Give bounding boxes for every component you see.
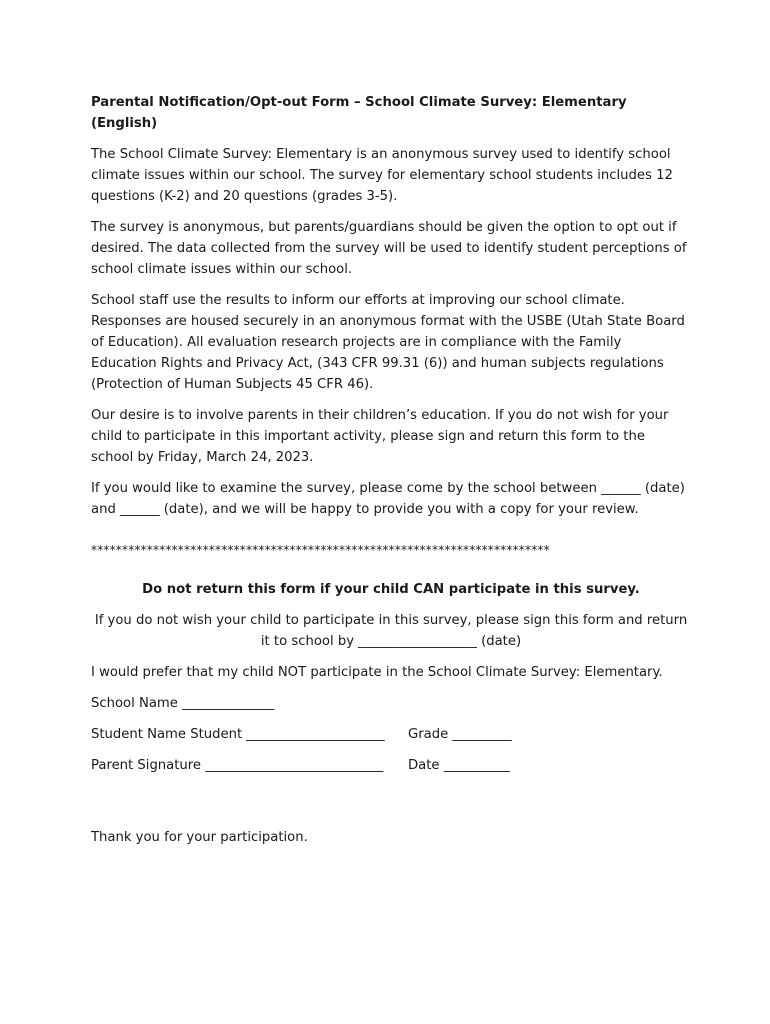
date-field: Date __________ <box>408 758 510 773</box>
school-name-field: School Name ______________ <box>91 696 275 711</box>
anonymity-paragraph: The survey is anonymous, but parents/guardians should be given the option to opt out if desired. The data collected from the survey will be used to identify student perceptions of school climate issues within our school. <box>91 220 687 277</box>
review-paragraph: If you would like to examine the survey, please come by the school between ______ (date) and ______ (date), and we will be happy to provide you with a copy for your review. <box>91 481 685 517</box>
student-row <box>91 724 691 745</box>
student-name-field: Student Name Student _____________________ <box>91 727 385 742</box>
parent-signature-field: Parent Signature ___________________________ <box>91 758 384 773</box>
separator-line: ************************************************************************** <box>91 543 550 557</box>
thanks-text: Thank you for your participation. <box>91 830 308 845</box>
signature-row <box>91 755 691 776</box>
opt-out-paragraph: Our desire is to involve parents in their children’s education. If you do not wish for your child to participate in this important activity, please sign and return this form to the school by Friday, March 24, 2023. <box>91 408 669 465</box>
form-preference: I would prefer that my child NOT participate in the School Climate Survey: Elementary. <box>91 665 663 680</box>
spacer <box>91 786 691 827</box>
form-instruction: If you do not wish your child to participate in this survey, please sign this form and return it to school by __________________ (date) <box>94 613 688 649</box>
intro-paragraph: The School Climate Survey: Elementary is an anonymous survey used to identify school climate issues within our school. The survey for elementary school students includes 12 questions (K-2) and 20 questions (grades 3-5). <box>91 147 673 204</box>
document-page <box>91 92 691 858</box>
form-notice: Do not return this form if your child CAN participate in this survey. <box>142 582 640 597</box>
document-title: Parental Notification/Opt-out Form – School Climate Survey: Elementary (English) <box>91 95 627 131</box>
grade-field: Grade _________ <box>408 727 512 742</box>
privacy-paragraph: School staff use the results to inform our efforts at improving our school climate. Responses are housed securely in an anonymous format with the USBE (Utah State Board of Education). All evaluation research projects are in compliance with the Family Education Rights and Privacy Act, (343 CFR 99.31 (6)) and human subjects regulations (Protection of Human Subjects 45 CFR 46). <box>91 293 685 392</box>
